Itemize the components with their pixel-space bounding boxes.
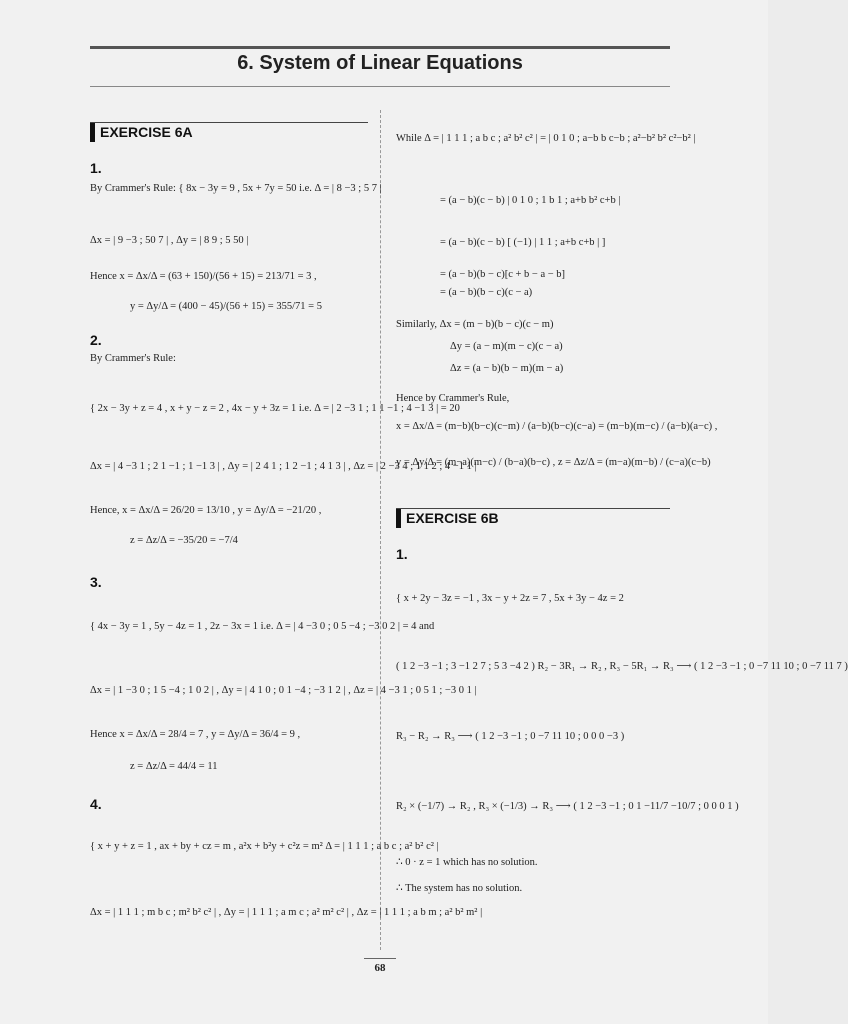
page-number: 68	[374, 962, 386, 974]
column-divider	[380, 110, 381, 950]
solution-line: Hence, x = Δx/Δ = 26/20 = 13/10 , y = Δy/Δ = −21/20 ,	[90, 505, 322, 516]
solution-line: { x + 2y − 3z = −1 , 3x − y + 2z = 7 , 5x + 3y − 4z = 2	[396, 593, 624, 604]
page-title: 6. System of Linear Equations	[237, 52, 523, 74]
solution-line: z = Δz/Δ = −35/20 = −7/4	[130, 535, 238, 546]
solution-line: Δx = | 9 −3 ; 50 7 | , Δy = | 8 9 ; 5 50 |	[90, 235, 249, 246]
header-bar	[90, 122, 95, 142]
problem-number: 3.	[90, 574, 102, 590]
exercise-label: EXERCISE 6A	[100, 124, 193, 140]
solution-line: While Δ = | 1 1 1 ; a b c ; a² b² c² | = | 0 1 0 ; a−b b c−b ; a²−b² b² c²−b² |	[396, 133, 696, 144]
solution-line: = (a − b)(c − b) [ (−1) | 1 1 ; a+b c+b | ]	[440, 237, 606, 248]
solution-line: Similarly, Δx = (m − b)(b − c)(c − m)	[396, 319, 554, 330]
solution-line: { x + y + z = 1 , ax + by + cz = m , a²x + b²y + c²z = m² Δ = | 1 1 1 ; a b c ; a² b² c² |	[90, 841, 439, 852]
solution-line: By Crammer's Rule: { 8x − 3y = 9 , 5x + 7y = 50 i.e. Δ = | 8 −3 ; 5 7 |	[90, 183, 382, 194]
solution-line: Hence x = Δx/Δ = (63 + 150)/(56 + 15) = 213/71 = 3 ,	[90, 271, 317, 282]
problem-number: 1.	[90, 160, 102, 176]
solution-line: Hence by Crammer's Rule,	[396, 393, 510, 404]
solution-line: y = Δy/Δ = (m−a)(m−c) / (b−a)(b−c) , z = Δz/Δ = (m−a)(m−b) / (c−a)(c−b)	[396, 457, 711, 468]
solution-line: z = Δz/Δ = 44/4 = 11	[130, 761, 218, 772]
solution-line: = (a − b)(b − c)(c − a)	[440, 287, 533, 298]
problem-number: 2.	[90, 332, 102, 348]
exercise-label: EXERCISE 6B	[406, 510, 499, 526]
solution-line: Δx = | 4 −3 1 ; 2 1 −1 ; 1 −1 3 | , Δy = | 2 4 1 ; 1 2 −1 ; 4 1 3 | , Δz = | 2 −3 4 ; 1 1 2 ; 4 −1 1 |	[90, 461, 477, 472]
solution-line: = (a − b)(b − c)[c + b − a − b]	[440, 269, 566, 280]
title-rule	[90, 86, 670, 87]
footer-rule	[364, 958, 396, 959]
solution-line: Δy = (a − m)(m − c)(c − a)	[450, 341, 563, 352]
solution-line: ∴ 0 · z = 1 which has no solution.	[396, 857, 538, 868]
solution-line: R₂ × (−1/7) → R₂ , R₃ × (−1/3) → R₃ ⟶ ( 1 2 −3 −1 ; 0 1 −11/7 −10/7 ; 0 0 0 1 )	[396, 801, 739, 812]
exercise-rule	[90, 122, 368, 123]
solution-line: ∴ The system has no solution.	[396, 883, 523, 894]
solution-line: Δz = (a − b)(b − m)(m − a)	[450, 363, 564, 374]
solution-line: By Crammer's Rule:	[90, 353, 176, 364]
solution-line: { 4x − 3y = 1 , 5y − 4z = 1 , 2z − 3x = 1 i.e. Δ = | 4 −3 0 ; 0 5 −4 ; −3 0 2 | = 4 and	[90, 621, 435, 632]
solution-line: = (a − b)(c − b) | 0 1 0 ; 1 b 1 ; a+b b² c+b |	[440, 195, 621, 206]
exercise-rule	[396, 508, 670, 509]
solution-line: R₃ − R₂ → R₃ ⟶ ( 1 2 −3 −1 ; 0 −7 11 10 ; 0 0 0 −3 )	[396, 731, 625, 742]
solution-line: ( 1 2 −3 −1 ; 3 −1 2 7 ; 5 3 −4 2 ) R₂ − 3R₁ → R₂ , R₃ − 5R₁ → R₃ ⟶ ( 1 2 −3 −1 ; 0 −7 11 10 ; 0 −7 11 7 )	[396, 661, 848, 672]
solution-line: Δx = | 1 1 1 ; m b c ; m² b² c² | , Δy = | 1 1 1 ; a m c ; a² m² c² | , Δz = | 1 1 1 ; a b m ; a² b² m² |	[90, 907, 483, 918]
solution-line: Δx = | 1 −3 0 ; 1 5 −4 ; 1 0 2 | , Δy = | 4 1 0 ; 0 1 −4 ; −3 1 2 | , Δz = | 4 −3 1 ; 0 5 1 ; −3 0 1 |	[90, 685, 477, 696]
problem-number: 4.	[90, 796, 102, 812]
exercise-header-6b	[396, 508, 670, 532]
solution-line: y = Δy/Δ = (400 − 45)/(56 + 15) = 355/71 = 5	[130, 301, 322, 312]
problem-number: 1.	[396, 546, 408, 562]
solution-line: x = Δx/Δ = (m−b)(b−c)(c−m) / (a−b)(b−c)(c−a) = (m−b)(m−c) / (a−b)(a−c) ,	[396, 421, 718, 432]
top-rule	[90, 46, 670, 49]
solution-line: Hence x = Δx/Δ = 28/4 = 7 , y = Δy/Δ = 36/4 = 9 ,	[90, 729, 301, 740]
solution-line: { 2x − 3y + z = 4 , x + y − z = 2 , 4x − y + 3z = 1 i.e. Δ = | 2 −3 1 ; 1 1 −1 ; 4 −1 3 | = 20	[90, 403, 460, 414]
header-bar	[396, 508, 401, 528]
exercise-header-6a	[90, 122, 368, 146]
